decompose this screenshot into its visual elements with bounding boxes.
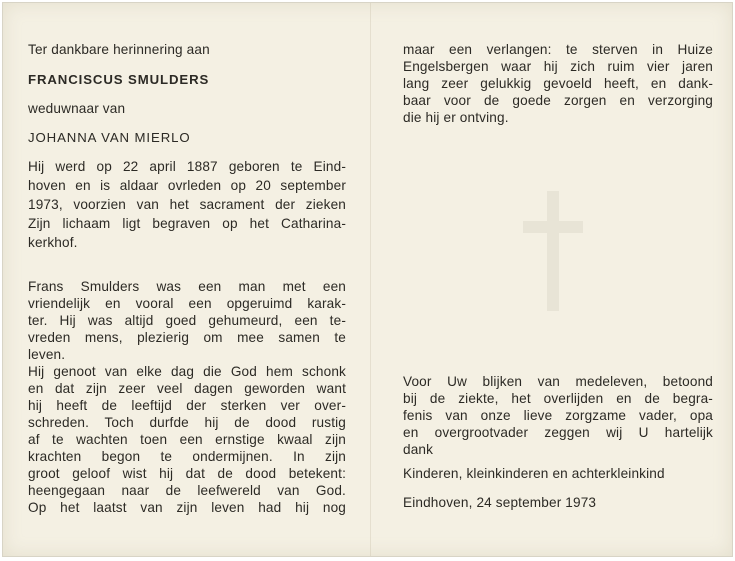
right-page-continuation [403, 41, 713, 126]
card-fold [370, 3, 371, 556]
text-line: 1973, voorzien van het sacrament der zieken [28, 197, 346, 212]
thanks-paragraph [403, 373, 713, 458]
text-line: Voor Uw blijken van medeleven, betoond [403, 374, 713, 389]
place-date-block [403, 494, 713, 511]
text-line: Frans Smulders was een man met een [28, 279, 346, 294]
intro-text: Ter dankbare herinnering aan [28, 42, 210, 57]
family-signature: Kinderen, kleinkinderen en achterkleinkind [403, 466, 665, 481]
place-date: Eindhoven, 24 september 1973 [403, 495, 597, 510]
status-block [28, 100, 346, 117]
text-line: krachten begon te ondermijnen. In zijn [28, 449, 346, 464]
text-line: Engelsbergen waar hij zich ruim vier jaren [403, 59, 713, 74]
text-line: vriendelijk en vooral een opgeruimd karak- [28, 296, 346, 311]
text-line: hij heeft de leeftijd der sterken ver over- [28, 398, 346, 413]
deceased-name: FRANCISCUS SMULDERS [28, 72, 210, 87]
text-line: maar een verlangen: te sterven in Huize [403, 42, 713, 57]
text-line: vreden mens, plezierig om mee samen te [28, 330, 346, 345]
text-line: Op het laatst van zijn leven had hij nog [28, 500, 346, 515]
text-line: en dat zijn zeer veel dagen geworden want [28, 381, 346, 396]
widower-text: weduwnaar van [28, 101, 126, 116]
text-line: kerkhof. [28, 235, 78, 250]
text-line: hoven en is aldaar ovrleden op 20 september [28, 178, 346, 193]
text-line: baar voor de goede zorgen en verzorging [403, 93, 713, 108]
text-line: lang zeer gelukkig gevoeld heeft, en dank- [403, 76, 713, 91]
character-paragraph [28, 278, 346, 516]
family-block [403, 465, 713, 482]
text-line: bij de ziekte, het overlijden en de begra- [403, 391, 713, 406]
text-line: groot geloof wist hij dat de dood betekent: [28, 466, 346, 481]
memorial-card [2, 2, 733, 557]
spouse-block [28, 129, 346, 146]
text-line: fenis van onze lieve zorgzame vader, opa [403, 408, 713, 423]
text-line: Hij werd op 22 april 1887 geboren te Eind- [28, 159, 346, 174]
text-line: leven. [28, 347, 66, 362]
text-line: Hij genoot van elke dag die God hem schonk [28, 364, 346, 379]
deceased-name-block [28, 71, 346, 88]
text-line: heengegaan naar de leefwereld van God. [28, 483, 346, 498]
birth-death-paragraph [28, 157, 346, 252]
text-line: af te wachten toen een ernstige kwaal zijn [28, 432, 346, 447]
text-line: dank [403, 442, 434, 457]
text-line: en overgrootvader zeggen wij U hartelijk [403, 425, 713, 440]
text-line: die hij er ontving. [403, 110, 509, 125]
left-page [28, 41, 346, 58]
text-line: ter. Hij was altijd goed gehumeurd, een te- [28, 313, 346, 328]
text-line: schreden. Toch durfde hij de dood rustig [28, 415, 346, 430]
cross-watermark-icon [523, 191, 583, 311]
text-line: Zijn lichaam ligt begraven op het Catharina- [28, 216, 346, 231]
spouse-name: JOHANNA VAN MIERLO [28, 130, 191, 145]
